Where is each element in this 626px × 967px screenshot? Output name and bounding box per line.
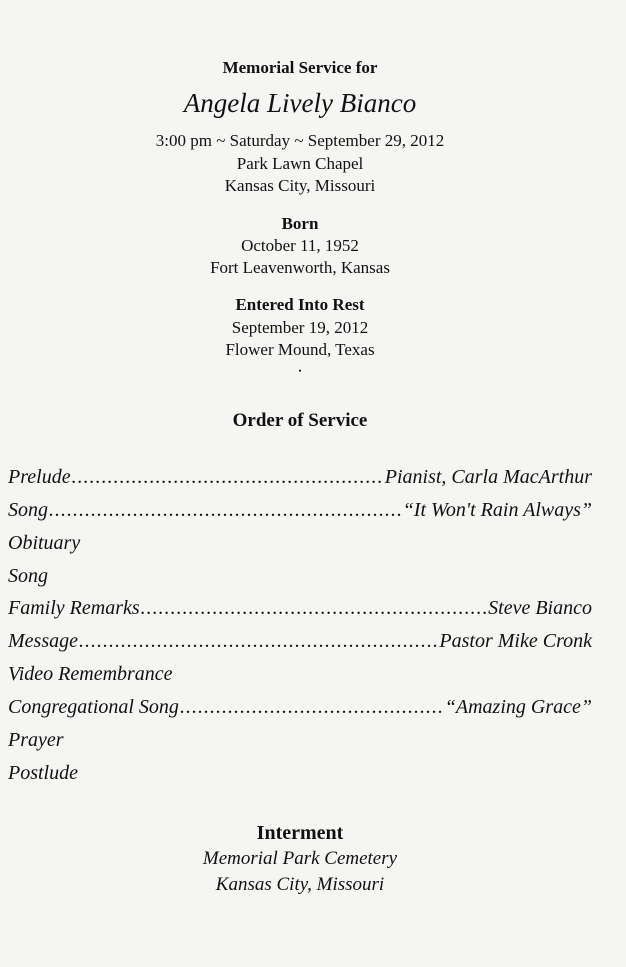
item-label: Song <box>8 565 48 587</box>
service-item-video-remembrance <box>8 662 592 686</box>
service-city: Kansas City, Missouri <box>224 176 376 195</box>
service-datetime: 3:00 pm ~ Saturday ~ September 29, 2012 <box>155 131 445 150</box>
rest-place: Flower Mound, Texas <box>225 340 375 359</box>
rest-label: Entered Into Rest <box>235 295 365 314</box>
item-label: Postlude <box>8 762 78 784</box>
item-value: “Amazing Grace” <box>444 696 592 718</box>
dot-leader <box>49 498 402 522</box>
deceased-name: Angela Lively Bianco <box>183 88 417 118</box>
born-place: Fort Leavenworth, Kansas <box>210 258 390 277</box>
divider-dot: • <box>298 366 302 376</box>
service-item-congregational-song <box>8 695 592 719</box>
item-label: Obituary <box>8 532 81 554</box>
item-value: Pastor Mike Cronk <box>439 630 592 652</box>
born-date: October 11, 1952 <box>241 236 359 255</box>
service-item-prayer <box>8 728 592 752</box>
born-label: Born <box>281 214 319 233</box>
item-value: “It Won't Rain Always” <box>402 499 592 521</box>
item-label: Congregational Song <box>8 696 179 718</box>
item-label: Message <box>8 630 78 652</box>
service-item-message <box>8 629 592 653</box>
dot-leader <box>141 596 488 620</box>
service-item-song-2 <box>8 564 592 588</box>
order-of-service-title: Order of Service <box>232 410 368 431</box>
interment-place: Memorial Park Cemetery <box>202 848 398 869</box>
item-label: Song <box>8 499 48 521</box>
service-item-obituary <box>8 531 592 555</box>
interment-label: Interment <box>256 822 344 844</box>
service-venue: Park Lawn Chapel <box>236 154 364 173</box>
dot-leader <box>72 465 384 489</box>
item-label: Family Remarks <box>8 597 140 619</box>
item-value: Steve Bianco <box>488 597 592 619</box>
rest-date: September 19, 2012 <box>231 318 369 337</box>
dot-leader <box>79 629 438 653</box>
service-item-prelude <box>8 465 592 489</box>
item-label: Video Remembrance <box>8 663 173 685</box>
service-item-song <box>8 498 592 522</box>
item-label: Prelude <box>8 466 71 488</box>
item-label: Prayer <box>8 729 64 751</box>
service-item-postlude <box>8 761 592 785</box>
item-value: Pianist, Carla MacArthur <box>384 466 592 488</box>
service-item-family-remarks <box>8 596 592 620</box>
dot-leader <box>180 695 444 719</box>
interment-city: Kansas City, Missouri <box>215 874 385 895</box>
memorial-label: Memorial Service for <box>222 58 378 77</box>
